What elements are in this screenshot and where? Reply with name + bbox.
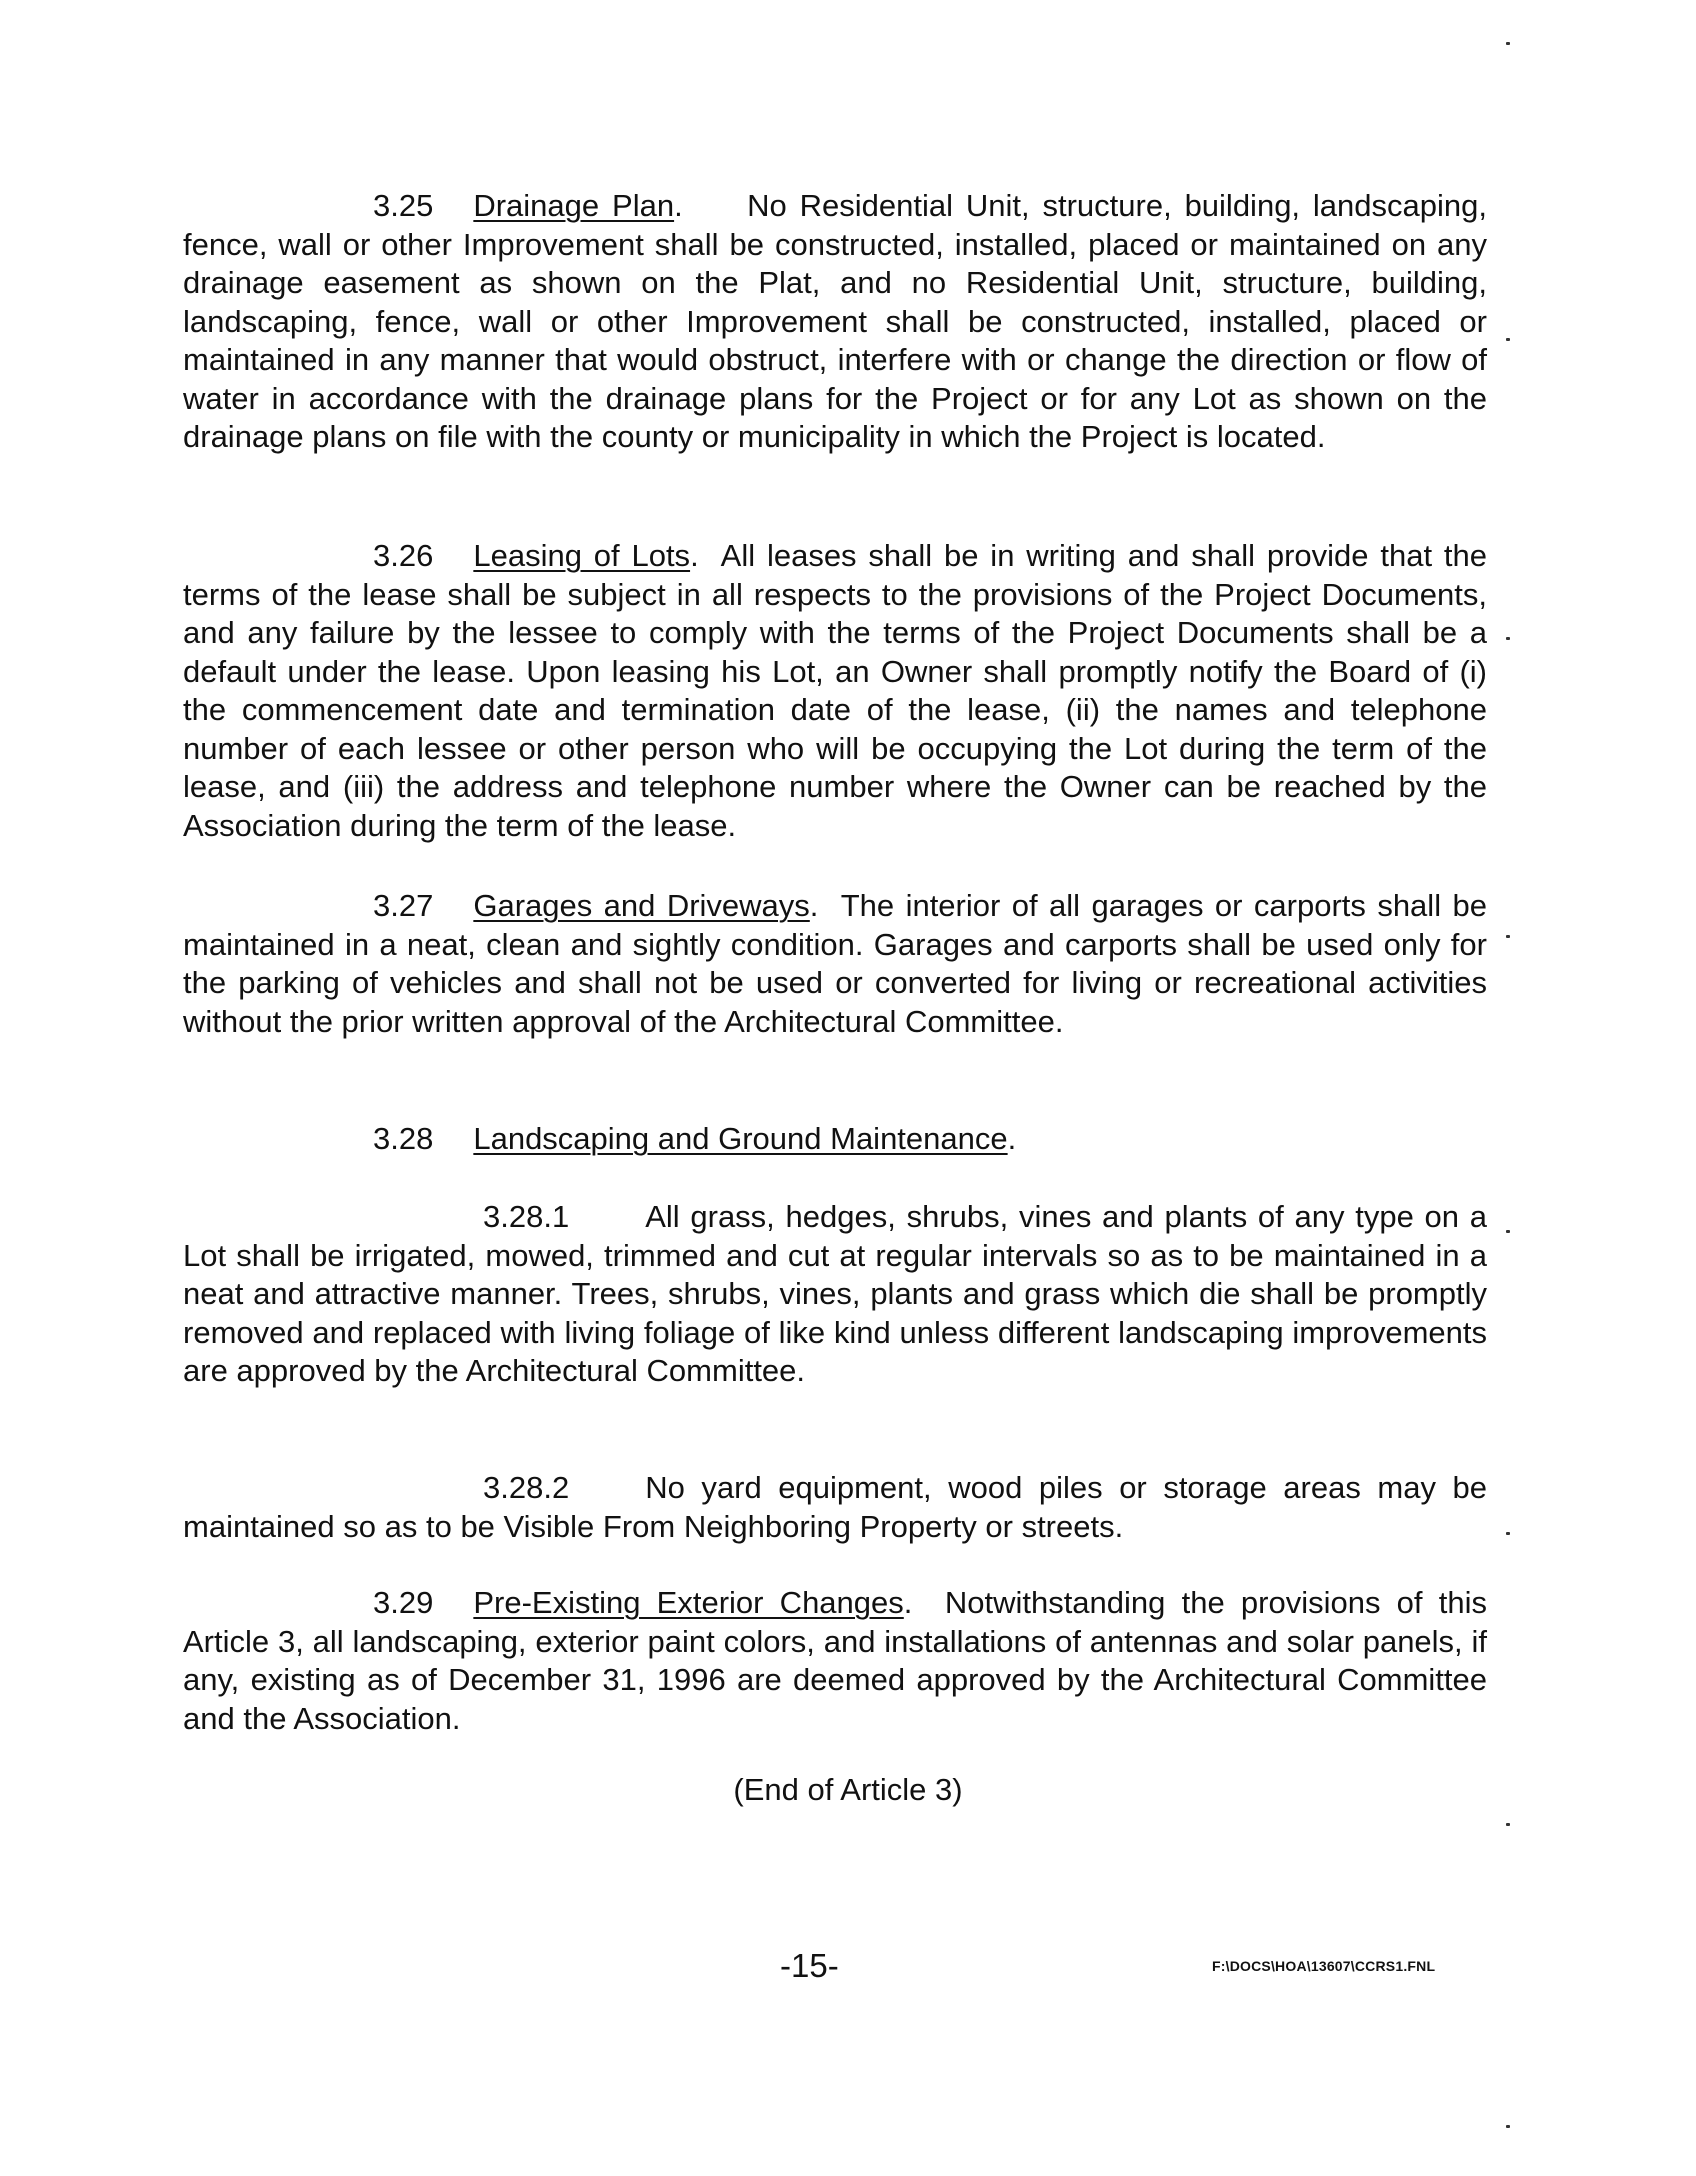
end-of-article-note: (End of Article 3)	[733, 1772, 963, 1807]
section-body: All grass, hedges, shrubs, vines and plants of any type on a Lot shall be irrigated, mowed, trimmed and cut at regular intervals so as to be maintained in a neat and attractive manner. Trees, shrubs, vines, plants and grass which die shall be promptly removed and replaced with living foliage of like kind unless different landscaping improvements are approved by the Architectural Committee.	[183, 1199, 1487, 1388]
section-title: Landscaping and Ground Maintenance	[473, 1121, 1008, 1156]
scan-speck	[1506, 637, 1510, 640]
section-title: Leasing of Lots	[473, 538, 691, 573]
scan-speck	[1506, 1230, 1510, 1233]
section-body: All leases shall be in writing and shall provide that the terms of the lease shall be subject in all respects to the provisions of the Project Documents, and any failure by the lessee to comply with the terms of the Project Documents shall be a default under the lease. Upon leasing his Lot, an Owner shall promptly notify the Board of (i) the commencement date and termination date of the lease, (ii) the names and telephone number of each lessee or other person who will be occupying the Lot during the term of the lease, and (iii) the address and telephone number where the Owner can be reached by the Association during the term of the lease.	[183, 538, 1487, 843]
section-number: 3.26	[373, 538, 434, 573]
section-3-26: 3.26 Leasing of Lots. All leases shall be in writing and shall provide that the terms of the lease shall be subject in all respects to the provisions of the Project Documents, and any failure by the lessee to comply with the terms of the Project Documents shall be a default under the lease. Upon leasing his Lot, an Owner shall promptly notify the Board of (i) the commencement date and termination date of the lease, (ii) the names and telephone number of each lessee or other person who will be occupying the Lot during the term of the lease, and (iii) the address and telephone number where the Owner can be reached by the Association during the term of the lease.	[183, 538, 1487, 843]
section-title: Pre-Existing Exterior Changes	[473, 1585, 904, 1620]
section-body: No Residential Unit, structure, building, landscaping, fence, wall or other Improvement shall be constructed, installed, placed or maintained on any drainage easement as shown on the Plat, and no Residential Unit, structure, building, landscaping, fence, wall or other Improvement shall be constructed, installed, placed or maintained in any manner that would obstruct, interfere with or change the direction or flow of water in accordance with the drainage plans for the Project or for any Lot as shown on the drainage plans on file with the county or municipality in which the Project is located.	[183, 188, 1487, 454]
section-number: 3.29	[373, 1585, 434, 1620]
section-3-29: 3.29 Pre-Existing Exterior Changes. Notwithstanding the provisions of this Article 3, all landscaping, exterior paint colors, and installations of antennas and solar panels, if any, existing as of December 31, 1996 are deemed approved by the Architectural Committee and the Association.	[183, 1585, 1487, 1736]
section-3-28: 3.28 Landscaping and Ground Maintenance.	[183, 1120, 1487, 1159]
section-title: Garages and Driveways	[473, 888, 810, 923]
scan-speck	[1506, 338, 1510, 341]
scan-speck	[1506, 42, 1510, 45]
section-body: No yard equipment, wood piles or storage areas may be maintained so as to be Visible From Neighboring Property or streets.	[183, 1470, 1487, 1544]
scan-speck	[1506, 1823, 1510, 1826]
section-title: Drainage Plan	[473, 188, 675, 223]
scan-speck	[1506, 1532, 1510, 1535]
section-3-27: 3.27 Garages and Driveways. The interior of all garages or carports shall be maintained in a neat, clean and sightly condition. Garages and carports shall be used only for the parking of vehicles and shall not be used or converted for living or recreational activities without the prior written approval of the Architectural Committee.	[183, 888, 1487, 1039]
subsection-number: 3.28.2	[483, 1470, 570, 1505]
scan-speck	[1506, 935, 1510, 938]
page-number: -15-	[780, 1947, 839, 1984]
file-path: F:\DOCS\HOA\13607\CCRS1.FNL	[1212, 1958, 1436, 1974]
subsection-number: 3.28.1	[483, 1199, 570, 1234]
scan-speck	[1506, 2125, 1510, 2128]
section-3-28-2	[183, 1469, 1487, 1546]
section-number: 3.27	[373, 888, 434, 923]
section-number: 3.28	[373, 1121, 434, 1156]
section-body: The interior of all garages or carports shall be maintained in a neat, clean and sightly condition. Garages and carports shall be used only for the parking of vehicles and shall not be used or converted for living or recreational activities without the prior written approval of the Architectural Committee.	[183, 888, 1487, 1039]
section-number: 3.25	[373, 188, 434, 223]
section-3-28-1	[183, 1198, 1487, 1391]
section-body: Notwithstanding the provisions of this Article 3, all landscaping, exterior paint colors, and installations of antennas and solar panels, if any, existing as of December 31, 1996 are deemed approved by the Architectural Committee and the Association.	[183, 1585, 1487, 1736]
section-3-25: 3.25 Drainage Plan. No Residential Unit, structure, building, landscaping, fence, wall or other Improvement shall be constructed, installed, placed or maintained on any drainage easement as shown on the Plat, and no Residential Unit, structure, building, landscaping, fence, wall or other Improvement shall be constructed, installed, placed or maintained in any manner that would obstruct, interfere with or change the direction or flow of water in accordance with the drainage plans for the Project or for any Lot as shown on the drainage plans on file with the county or municipality in which the Project is located.	[183, 188, 1487, 454]
